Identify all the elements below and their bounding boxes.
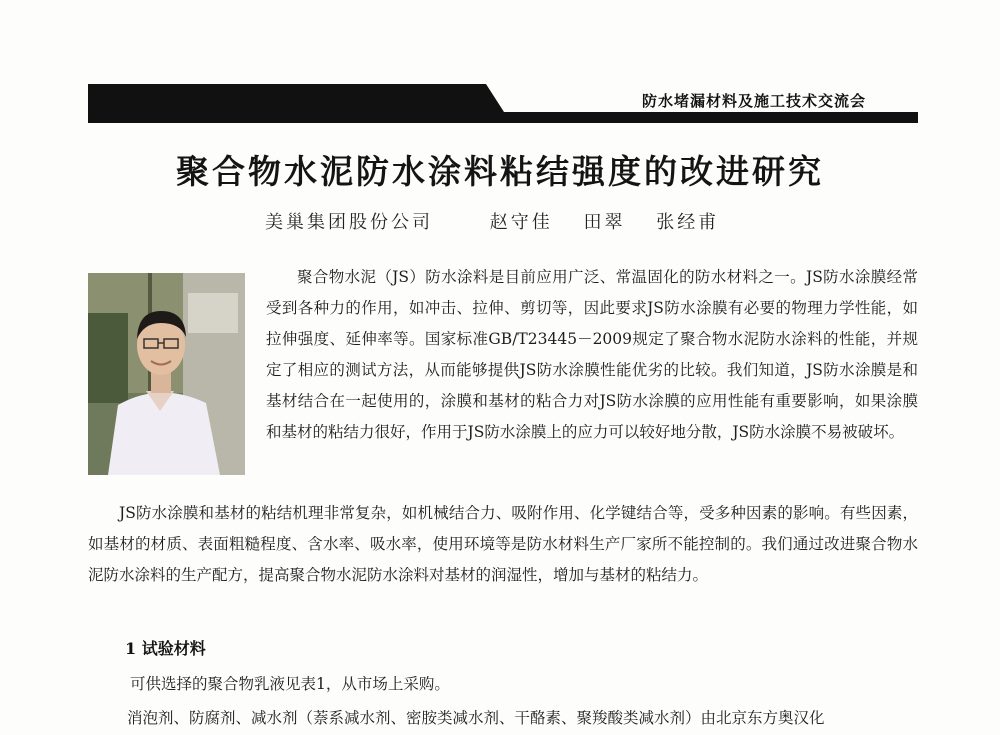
header-bar bbox=[88, 78, 918, 124]
body-paragraph-4: 消泡剂、防腐剂、减水剂（萘系减水剂、密胺类减水剂、干酪素、聚羧酸类减水剂）由北京东方奥汉化 bbox=[127, 709, 825, 727]
byline bbox=[265, 208, 719, 234]
section-heading: 1 试验材料 bbox=[125, 639, 206, 658]
organization: 美巢集团股份公司 bbox=[265, 212, 433, 233]
author-portrait-icon bbox=[88, 273, 245, 475]
body-paragraph-3: 可供选择的聚合物乳液见表1，从市场上采购。 bbox=[130, 675, 450, 693]
body-paragraph-2: JS防水涂膜和基材的粘结机理非常复杂，如机械结合力、吸附作用、化学键结合等，受多种因素的影响。有些因素，如基材的材质、表面粗糙程度、含水率、吸水率，使用环境等是防水材料生产厂家所不能控制的。我们通过改进聚合物水泥防水涂料的生产配方，提高聚合物水泥防水涂料对基材的润湿性，增加与基材的粘结力。 bbox=[88, 504, 918, 584]
author-name: 田翠 bbox=[583, 212, 626, 233]
author-name: 张经甫 bbox=[656, 212, 720, 233]
body-paragraph-1: 聚合物水泥（JS）防水涂料是目前应用广泛、常温固化的防水材料之一。JS防水涂膜经常受到各种力的作用，如冲击、拉伸、剪切等，因此要求JS防水涂膜有必要的物理力学性能，如拉伸强度、延伸率等。国家标准GB/T23445－2009规定了聚合物水泥防水涂料的性能，并规定了相应的测试方法，从而能够提供JS防水涂膜性能优劣的比较。我们知道，JS防水涂膜是和基材结合在一起使用的，涂膜和基材的粘合力对JS防水涂膜的应用性能有重要影响，如果涂膜和基材的粘结力很好，作用于JS防水涂膜上的应力可以较好地分散，JS防水涂膜不易被破坏。 bbox=[266, 268, 918, 441]
author-name: 赵守佳 bbox=[489, 212, 553, 233]
conference-name: 防水堵漏材料及施工技术交流会 bbox=[641, 92, 866, 110]
article-title: 聚合物水泥防水涂料粘结强度的改进研究 bbox=[176, 152, 824, 191]
